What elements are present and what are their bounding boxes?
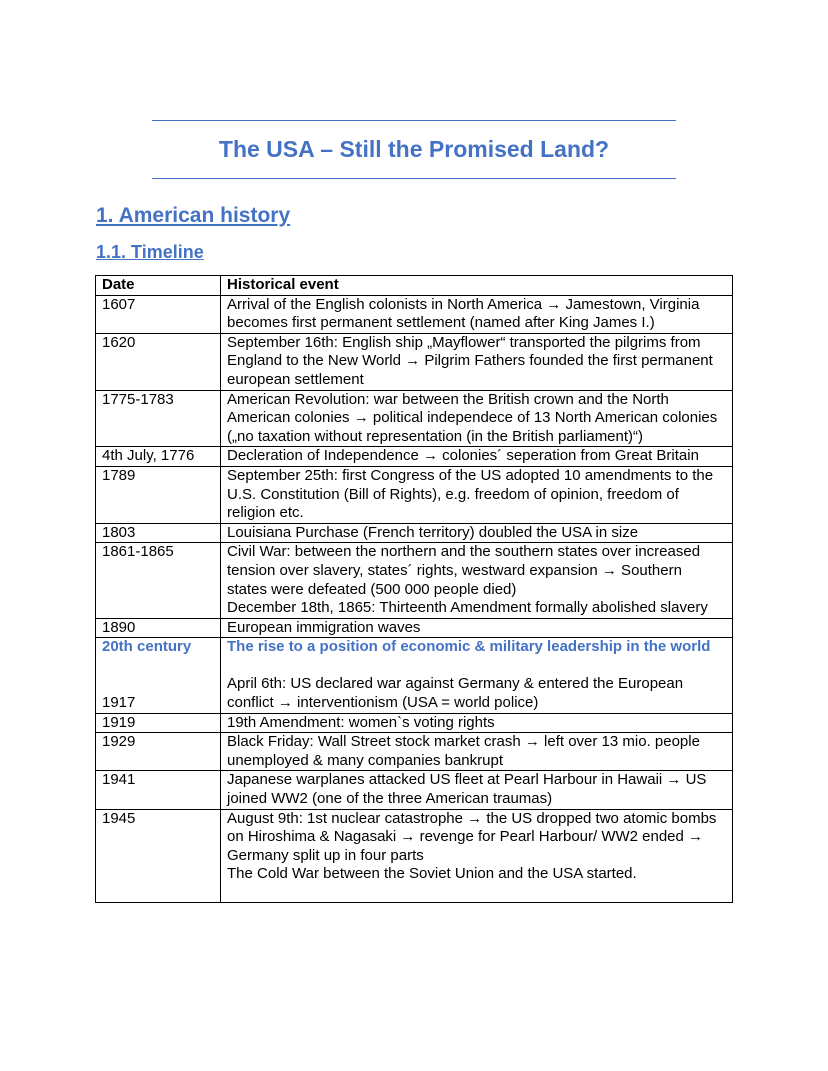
row-date: 1861-1865 [96, 543, 221, 618]
table-row [96, 333, 733, 390]
row-event [221, 543, 733, 618]
row-event: September 16th: English ship „Mayflower“ transported the pilgrims from England to the New World → Pilgrim Fathers founded the first permanent european settlement [221, 333, 733, 390]
row-event-extra: December 18th, 1865: Thirteenth Amendment formally abolished slavery [227, 599, 708, 617]
table-row [96, 618, 733, 638]
row-date: 1607 [96, 295, 221, 333]
table-row [96, 771, 733, 809]
row-date: 1945 [96, 809, 221, 902]
title-bottom-rule [152, 178, 676, 179]
table-row [96, 543, 733, 618]
row-date [96, 638, 221, 713]
row-event-text: April 6th: US declared war against Germany & entered the European conflict → interventionism (USA = world police) [227, 675, 684, 712]
table-row [96, 390, 733, 447]
row-date: 1941 [96, 771, 221, 809]
row-event: Black Friday: Wall Street stock market crash → left over 13 mio. people unemployed & many companies bankrupt [221, 733, 733, 771]
section-heading-american-history: 1. American history [96, 204, 291, 227]
spacer [102, 657, 214, 676]
table-header-row [96, 276, 733, 296]
title-top-rule [152, 120, 676, 121]
century-event-heading: The rise to a position of economic & military leadership in the world [227, 638, 711, 656]
spacer [102, 675, 214, 694]
row-date: 1929 [96, 733, 221, 771]
row-date: 1620 [96, 333, 221, 390]
document-title: The USA – Still the Promised Land? [218, 136, 610, 162]
date-column-header: Date [96, 276, 221, 296]
table-row [96, 809, 733, 902]
row-event-extra: The Cold War between the Soviet Union and the USA started. [227, 865, 637, 883]
row-date: 1789 [96, 466, 221, 523]
table-row [96, 466, 733, 523]
row-date: 1890 [96, 618, 221, 638]
row-event: Louisiana Purchase (French territory) doubled the USA in size [221, 523, 733, 543]
row-date: 1919 [96, 713, 221, 733]
row-date: 4th July, 1776 [96, 447, 221, 467]
row-event [221, 638, 733, 713]
century-date-heading: 20th century [102, 638, 192, 656]
row-event [221, 809, 733, 902]
timeline-table [95, 275, 733, 903]
row-event: Arrival of the English colonists in North America → Jamestown, Virginia becomes first permanent settlement (named after King James I.) [221, 295, 733, 333]
table-row [96, 523, 733, 543]
row-date: 1803 [96, 523, 221, 543]
row-event: September 25th: first Congress of the US adopted 10 amendments to the U.S. Constitution (Bill of Rights), e.g. freedom of opinion, freedom of religion etc. [221, 466, 733, 523]
event-column-header: Historical event [221, 276, 733, 296]
row-event-text: August 9th: 1st nuclear catastrophe → the US dropped two atomic bombs on Hiroshima & Nagasaki → revenge for Pearl Harbour/ WW2 ended → Germany split up in four parts [227, 809, 717, 864]
table-row [96, 295, 733, 333]
subsection-heading-timeline: 1.1. Timeline [96, 242, 204, 262]
spacer [227, 657, 726, 676]
row-event: American Revolution: war between the British crown and the North American colonies → political independece of 13 North American colonies („no taxation without representation (in the British parliament)“) [221, 390, 733, 447]
row-event-text: Civil War: between the northern and the southern states over increased tension over slavery, states´ rights, westward expansion → Southern states were defeated (500 000 people died) [227, 543, 701, 598]
row-date-text: 1917 [102, 694, 136, 712]
table-row [96, 733, 733, 771]
table-row [96, 447, 733, 467]
row-event: Decleration of Independence → colonies´ seperation from Great Britain [221, 447, 733, 467]
table-row [96, 713, 733, 733]
row-event: 19th Amendment: women`s voting rights [221, 713, 733, 733]
row-event: European immigration waves [221, 618, 733, 638]
table-row-20th-century [96, 638, 733, 713]
row-date: 1775-1783 [96, 390, 221, 447]
row-event: Japanese warplanes attacked US fleet at Pearl Harbour in Hawaii → US joined WW2 (one of the three American traumas) [221, 771, 733, 809]
